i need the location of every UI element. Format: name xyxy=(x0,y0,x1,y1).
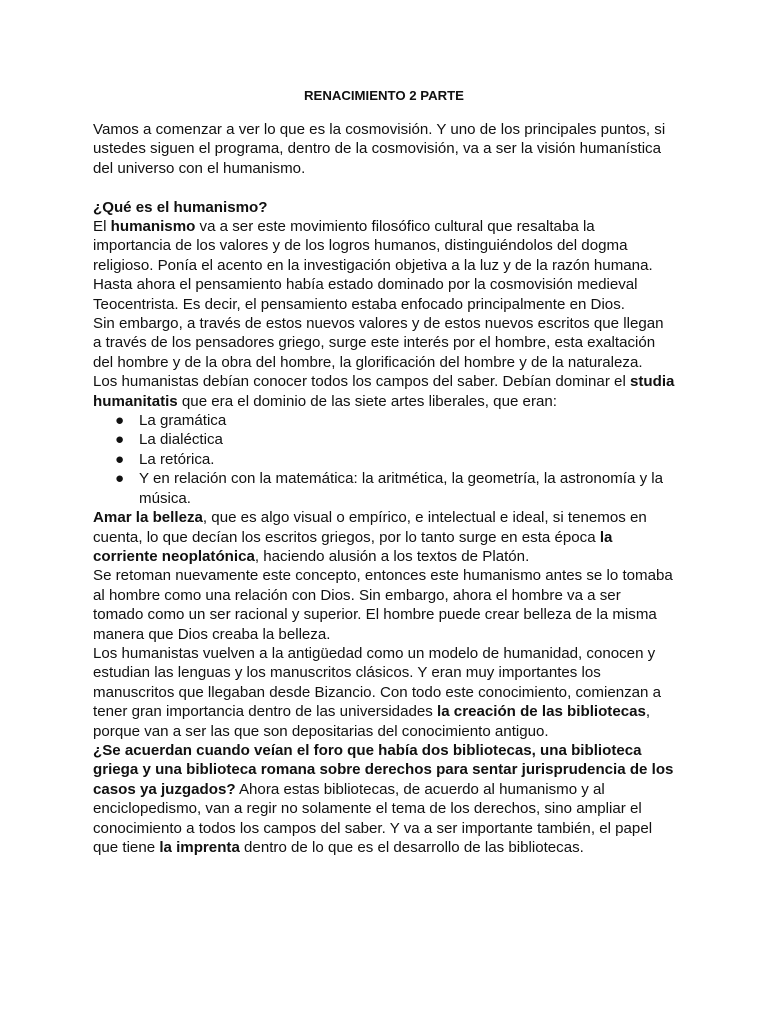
text-run: , haciendo alusión a los textos de Platón. xyxy=(254,547,530,565)
list-item-text: La retórica. xyxy=(139,450,215,468)
text-run: , porque van a ser las que son depositarias del conocimiento antiguo. xyxy=(93,703,651,740)
paragraph-spacer xyxy=(93,178,675,197)
list-item-text: Y en relación con la matemática: la aritmética, la geometría, la astronomía y la música. xyxy=(139,470,664,507)
text-run: dentro de lo que es el desarrollo de las bibliotecas. xyxy=(239,839,584,857)
list-item xyxy=(115,430,675,449)
paragraph-belleza xyxy=(93,508,675,566)
bullet-icon: ● xyxy=(115,470,125,488)
bold-term-studia-humanitatis: studia humanitatis xyxy=(93,373,675,410)
document-page xyxy=(93,86,675,857)
bold-question-foro: ¿Se acuerdan cuando veían el foro que había dos bibliotecas, una biblioteca griega y una biblioteca romana sobre derechos para sentar jurisprudencia de los casos ya juzgados? xyxy=(93,741,674,798)
text-run: Ahora estas bibliotecas, de acuerdo al humanismo y al enciclopedismo, van a regir no solamente el tema de los derechos, sino ampliar el conocimiento a todos los campos del saber. Y va a ser importante también, el papel que tiene xyxy=(93,780,653,857)
text-run: que era el dominio de las siete artes liberales, que eran: xyxy=(177,392,557,410)
section-heading xyxy=(93,198,675,217)
text-run: Los humanistas debían conocer todos los campos del saber. Debían dominar el xyxy=(93,373,630,391)
intro-paragraph: Vamos a comenzar a ver lo que es la cosmovisión. Y uno de los principales puntos, si ustedes siguen el programa, dentro de la cosmovisión, va a ser la visión humanística del universo con el humanismo. xyxy=(93,121,666,177)
paragraph-foro xyxy=(93,741,675,857)
list-item-text: La gramática xyxy=(139,412,227,430)
bullet-icon: ● xyxy=(115,450,125,468)
bold-term-amar-la-belleza: Amar la belleza xyxy=(93,509,203,527)
list-item-text: La dialéctica xyxy=(139,431,223,449)
liberal-arts-list xyxy=(93,411,675,508)
section-heading-text: ¿Qué es el humanismo? xyxy=(93,198,268,216)
paragraph-humanismo xyxy=(93,217,675,314)
text-run: , que es algo visual o empírico, e intelectual e ideal, si tenemos en cuenta, lo que decían los escritos griegos, por lo tanto surge en esta época xyxy=(93,509,647,546)
list-item xyxy=(115,411,675,430)
paragraph-studia xyxy=(93,372,675,411)
text-run: El xyxy=(93,218,111,236)
paragraph-antiguedad xyxy=(93,644,675,741)
text-run: va a ser este movimiento filosófico cultural que resaltaba la importancia de los valores y de los logros humanos, distinguiéndolos del dogma religioso. Ponía el acento en la investigación objetiva a la luz y de la razón humana. Hasta ahora el pensamiento había estado dominado por la cosmovisión medieval Teocentrista. Es decir, el pensamiento estaba enfocado principalmente en Dios. xyxy=(93,218,653,313)
list-item xyxy=(115,450,675,469)
bullet-icon: ● xyxy=(115,431,125,449)
bold-term-imprenta: la imprenta xyxy=(159,839,240,857)
bold-term-neoplatonica: la corriente neoplatónica xyxy=(93,528,613,565)
list-item xyxy=(115,469,675,508)
paragraph-sin-embargo: Sin embargo, a través de estos nuevos valores y de estos nuevos escritos que llegan a través de los pensadores griego, surge este interés por el hombre, esta exaltación del hombre y de la obra del hombre, la glorificación del hombre y de la naturaleza. xyxy=(93,315,664,371)
bullet-icon: ● xyxy=(115,412,125,430)
document-title: RENACIMIENTO 2 PARTE xyxy=(304,88,464,103)
bold-term-humanismo: humanismo xyxy=(110,218,196,236)
text-run: Los humanistas vuelven a la antigüedad como un modelo de humanidad, conocen y estudian las lenguas y los manuscritos clásicos. Y eran muy importantes los manuscritos que llegaban desde Bizancio. Con todo este conocimiento, comienzan a tener gran importancia dentro de las universidades xyxy=(93,644,662,721)
paragraph-retoman: Se retoman nuevamente este concepto, entonces este humanismo antes se lo tomaba al hombre como una relación con Dios. Sin embargo, ahora el hombre va a ser tomado como un ser racional y superior. El hombre puede crear belleza de la misma manera que Dios creaba la belleza. xyxy=(93,567,673,643)
bold-term-bibliotecas: la creación de las bibliotecas xyxy=(437,703,646,721)
